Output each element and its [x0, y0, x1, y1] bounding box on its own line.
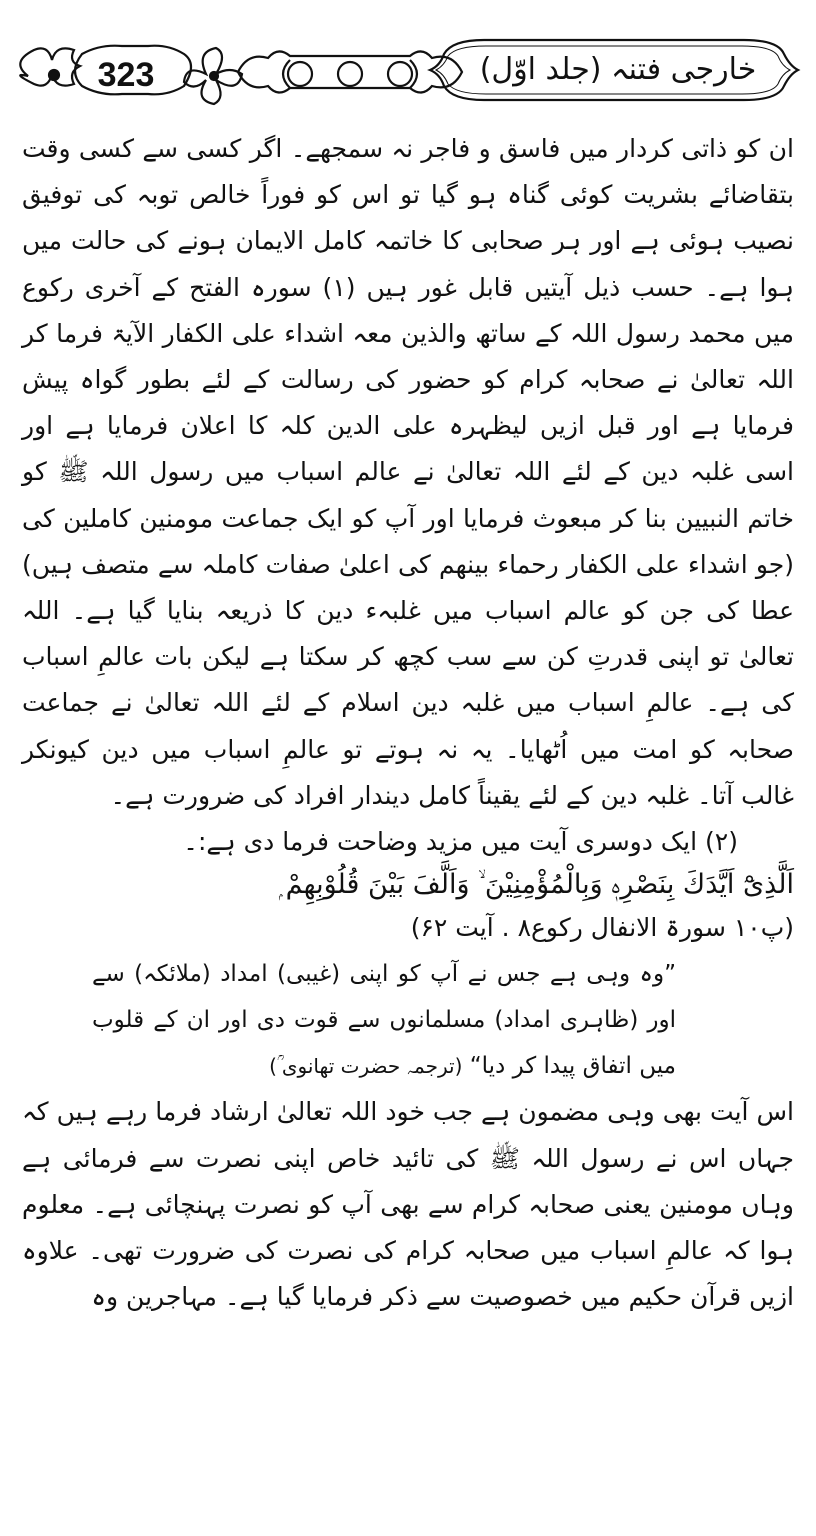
ayah-reference: (پ۱۰ سورۃ الانفال رکوع۸ . آیت ۶۲) — [410, 913, 794, 943]
page-number: 323 — [97, 56, 155, 94]
paragraph-3: اس آیت بھی وہی مضمون ہے جب خود اللہ تعالیٰ ارشاد فرما رہے ہیں کہ جہاں اس نے رسول اللہ ﷺ کی تائید خاص اپنی نصرت سے فرمائی ہے وہاں مومنین یعنی صحابہ کرام سے بھی آپ کو نصرت پہنچائی ہے۔ معلوم ہوا کہ عالمِ اسباب میں صحابہ کرام کی نصرت کی ضرورت تھی۔ علاوہ ازیں قرآن حکیم میں خصوصیت سے ذکر فرمایا گیا ہے۔ مہاجرین وہ — [22, 1097, 794, 1312]
paragraph-1: ان کو ذاتی کردار میں فاسق و فاجر نہ سمجھے۔ اگر کسی سے کسی وقت بتقاضائے بشریت کوئی گناہ ہو گیا تو اس کو فوراً خالص توبہ کی توفیق نصیب ہوئی ہے اور ہر صحابی کا خاتمہ کامل الایمان ہونے کی حالت میں ہوا ہے۔ حسب ذیل آیتیں قابل غور ہیں (۱) سورہ الفتح کے آخری رکوع میں محمد رسول اللہ کے ساتھ والذین معہ اشداء علی الکفار الآیۃ فرما کر اللہ تعالیٰ نے صحابہ کرام کو حضور کی رسالت کے لئے بطور گواہ پیش فرمایا ہے اور قبل ازیں لیظہرہ علی الدین کلہ کا اعلان فرمایا ہے اور اسی غلبہ دین کے لئے اللہ تعالیٰ نے عالم اسباب میں رسول اللہ ﷺ کو خاتم النبیین بنا کر مبعوث فرمایا اور آپ کو ایک جماعت مومنین کاملین کی (جو اشداء علی الکفار رحماء بینھم کی اعلیٰ صفات کاملہ سے متصف ہیں) عطا کی جن کو عالم اسباب میں غلبہء دین کا ذریعہ بنایا گیا ہے۔ اللہ تعالیٰ تو اپنی قدرتِ کن سے سب کچھ کر سکتا ہے لیکن بات عالمِ اسباب کی ہے۔ عالمِ اسباب میں غلبہ دین اسلام کے لئے اللہ تعالیٰ نے جماعت صحابہ کو امت میں اُٹھایا۔ یہ نہ ہوتے تو عالمِ اسباب میں دین کیونکر غالب آتا۔ غلبہ دین کے لئے یقیناً کامل دیندار افراد کی ضرورت ہے۔ — [22, 134, 794, 810]
point-2-intro: (۲) ایک دوسری آیت میں مزید وضاحت فرما دی ہے:۔ — [183, 827, 738, 857]
running-title: خارجی فتنہ (جلد اوّل) — [479, 52, 757, 87]
page-body — [22, 126, 794, 1320]
translation-credit: (ترجمہ حضرت تھانوی ؒ) — [269, 1054, 463, 1079]
page-header — [0, 0, 816, 120]
quran-ayah: اَلَّذِیْٓ اَیَّدَكَ بِنَصْرِهٖ وَبِالْمُؤْمِنِیْنَ ۙ وَاَلَّفَ بَیْنَ قُلُوْبِهِمْ ۭ — [278, 869, 794, 901]
translation-text: ”وہ وہی ہے جس نے آپ کو اپنی (غیبی) امداد (ملائکہ) سے اور (ظاہری امداد) مسلمانوں سے قوت دی اور ان کے قلوب میں اتفاق پیدا کر دیا“ — [92, 961, 676, 1080]
ayah-translation — [22, 951, 794, 1089]
flourish-left — [20, 48, 80, 85]
